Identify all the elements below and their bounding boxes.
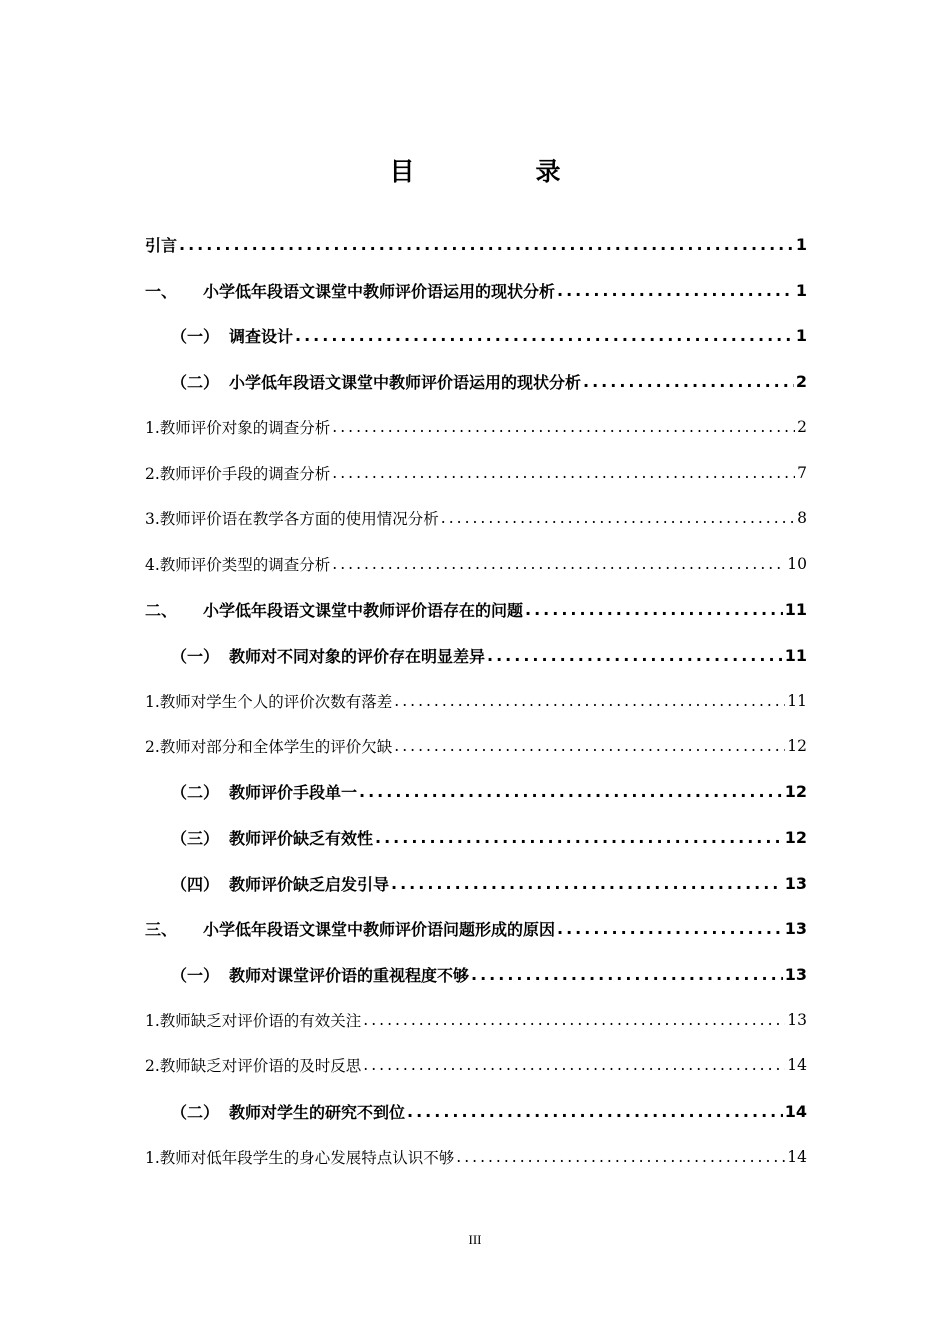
- toc-dot-leader: [179, 235, 794, 254]
- toc-entry-label: 教师对学生的研究不到位: [229, 1102, 406, 1122]
- toc-entry-text: [171, 1100, 405, 1123]
- toc-dot-leader: [487, 646, 783, 665]
- toc-entry[interactable]: [145, 450, 807, 496]
- toc-dot-leader: [557, 919, 783, 938]
- toc-entry-page: 13: [787, 1010, 807, 1029]
- toc-dot-leader: [525, 600, 783, 619]
- toc-entry[interactable]: [145, 359, 807, 405]
- toc-entry-label: 教师评价缺乏有效性: [229, 829, 374, 849]
- toc-dot-leader: [332, 555, 785, 573]
- toc-entry-text: [145, 416, 330, 438]
- toc-entry-text: [145, 735, 392, 757]
- toc-entry[interactable]: [145, 997, 807, 1043]
- toc-dot-leader: [583, 372, 794, 391]
- toc-entry-label: 教师评价手段单一: [229, 783, 358, 803]
- toc-entry-text: [171, 872, 389, 895]
- toc-entry-label: 教师对课堂评价语的重视程度不够: [229, 965, 470, 985]
- toc-entry[interactable]: [145, 632, 807, 678]
- toc-entry-label: 调查设计: [229, 327, 294, 347]
- page-number: III: [468, 1232, 482, 1247]
- toc-dot-leader: [363, 1056, 785, 1074]
- toc-entry-text: [145, 233, 177, 256]
- toc-entry-page: 12: [787, 737, 807, 756]
- toc-entry-text: [145, 1009, 361, 1031]
- toc-entry-page: 13: [784, 964, 807, 984]
- toc-entry-text: [145, 917, 555, 940]
- toc-title: 目 录: [389, 157, 609, 186]
- toc-entry[interactable]: [145, 724, 807, 770]
- toc-entry-number: （二）: [171, 783, 220, 803]
- toc-entry-page: 1: [795, 280, 807, 300]
- toc-entry-label: 小学低年段语文课堂中教师评价语存在的问题: [203, 601, 524, 621]
- toc-dot-leader: [363, 1011, 785, 1029]
- toc-entry-label: 小学低年段语文课堂中教师评价语问题形成的原因: [203, 920, 556, 940]
- toc-entry[interactable]: [145, 1088, 807, 1134]
- toc-entry-page: 1: [795, 235, 807, 255]
- toc-entry-text: [145, 279, 555, 302]
- toc-entry-page: 13: [784, 919, 807, 939]
- toc-entry-text: [171, 826, 373, 849]
- toc-dot-leader: [441, 509, 795, 527]
- toc-entry-label: 引言: [145, 236, 178, 256]
- toc-entry-page: 1: [795, 326, 807, 346]
- toc-entry-number: （一）: [171, 965, 220, 985]
- toc-entry-label: 3.教师评价语在教学各方面的使用情况分析: [145, 510, 439, 529]
- toc-entry-number: （三）: [171, 829, 220, 849]
- toc-entry-label: 1.教师对学生个人的评价次数有落差: [145, 692, 393, 711]
- toc-entry-label: 1.教师缺乏对评价语的有效关注: [145, 1011, 362, 1030]
- toc-dot-leader: [332, 418, 795, 436]
- toc-entry-label: 教师评价缺乏启发引导: [229, 874, 390, 894]
- toc-entry-page: 8: [797, 509, 807, 528]
- toc-entry[interactable]: [145, 496, 807, 542]
- toc-entry-text: [145, 507, 439, 529]
- toc-entry-page: 7: [797, 463, 807, 482]
- toc-dot-leader: [332, 464, 795, 482]
- toc-entry-label: 教师对不同对象的评价存在明显差异: [229, 646, 486, 666]
- toc-entry-page: 14: [787, 1147, 807, 1166]
- toc-entry-page: 14: [787, 1056, 807, 1075]
- toc-entry-text: [145, 462, 330, 484]
- toc-entry-number: （二）: [171, 373, 220, 393]
- toc-entry[interactable]: [145, 404, 807, 450]
- toc-entry-label: 小学低年段语文课堂中教师评价语运用的现状分析: [229, 373, 582, 393]
- toc-dot-leader: [456, 1148, 785, 1166]
- toc-entry[interactable]: [145, 906, 807, 952]
- toc-entry[interactable]: [145, 815, 807, 861]
- table-of-contents: [145, 222, 807, 1179]
- toc-entry-text: [171, 963, 469, 986]
- toc-entry-text: [171, 370, 581, 393]
- toc-entry-label: 1.教师评价对象的调查分析: [145, 419, 331, 438]
- toc-entry-label: 2.教师缺乏对评价语的及时反思: [145, 1057, 362, 1076]
- toc-entry-text: [145, 598, 523, 621]
- toc-entry-page: 13: [784, 873, 807, 893]
- toc-entry-page: 2: [797, 418, 807, 437]
- toc-entry-text: [145, 690, 392, 712]
- toc-dot-leader: [407, 1102, 783, 1121]
- toc-entry-label: 4.教师评价类型的调查分析: [145, 555, 331, 574]
- toc-entry-page: 12: [784, 782, 807, 802]
- toc-entry-label: 2.教师对部分和全体学生的评价欠缺: [145, 738, 393, 757]
- toc-dot-leader: [471, 965, 783, 984]
- toc-entry[interactable]: [145, 313, 807, 359]
- toc-entry-text: [145, 553, 330, 575]
- toc-dot-leader: [295, 326, 794, 345]
- toc-entry[interactable]: [145, 1043, 807, 1089]
- toc-dot-leader: [394, 692, 785, 710]
- toc-entry-text: [171, 780, 357, 803]
- toc-entry-page: 14: [784, 1101, 807, 1121]
- toc-dot-leader: [557, 281, 794, 300]
- toc-entry-text: [145, 1054, 361, 1076]
- toc-entry[interactable]: [145, 952, 807, 998]
- toc-entry-text: [145, 1146, 454, 1168]
- toc-entry-page: 12: [784, 828, 807, 848]
- toc-entry-number: （二）: [171, 1102, 220, 1122]
- toc-entry-number: （四）: [171, 874, 220, 894]
- toc-entry-number: 一、: [145, 281, 178, 301]
- toc-dot-leader: [394, 737, 785, 755]
- toc-entry-page: 10: [787, 554, 807, 573]
- toc-entry[interactable]: [145, 541, 807, 587]
- toc-dot-leader: [375, 828, 783, 847]
- toc-entry-page: 2: [795, 372, 807, 392]
- toc-dot-leader: [391, 874, 783, 893]
- toc-entry-number: （一）: [171, 327, 220, 347]
- toc-entry-page: 11: [784, 600, 807, 620]
- toc-entry-page: 11: [784, 645, 807, 665]
- toc-entry[interactable]: [145, 268, 807, 314]
- toc-entry[interactable]: [145, 769, 807, 815]
- toc-dot-leader: [359, 782, 783, 801]
- toc-entry-text: [171, 324, 293, 347]
- toc-entry[interactable]: [145, 1134, 807, 1180]
- toc-entry-text: [171, 644, 485, 667]
- toc-entry-label: 小学低年段语文课堂中教师评价语运用的现状分析: [203, 281, 556, 301]
- toc-entry-number: 三、: [145, 920, 178, 940]
- toc-entry-number: 二、: [145, 601, 178, 621]
- toc-entry[interactable]: [145, 222, 807, 268]
- toc-entry[interactable]: [145, 587, 807, 633]
- toc-entry-page: 11: [787, 691, 807, 710]
- toc-entry[interactable]: [145, 678, 807, 724]
- toc-entry-label: 2.教师评价手段的调查分析: [145, 464, 331, 483]
- toc-entry[interactable]: [145, 860, 807, 906]
- toc-entry-number: （一）: [171, 646, 220, 666]
- toc-entry-label: 1.教师对低年段学生的身心发展特点认识不够: [145, 1148, 455, 1167]
